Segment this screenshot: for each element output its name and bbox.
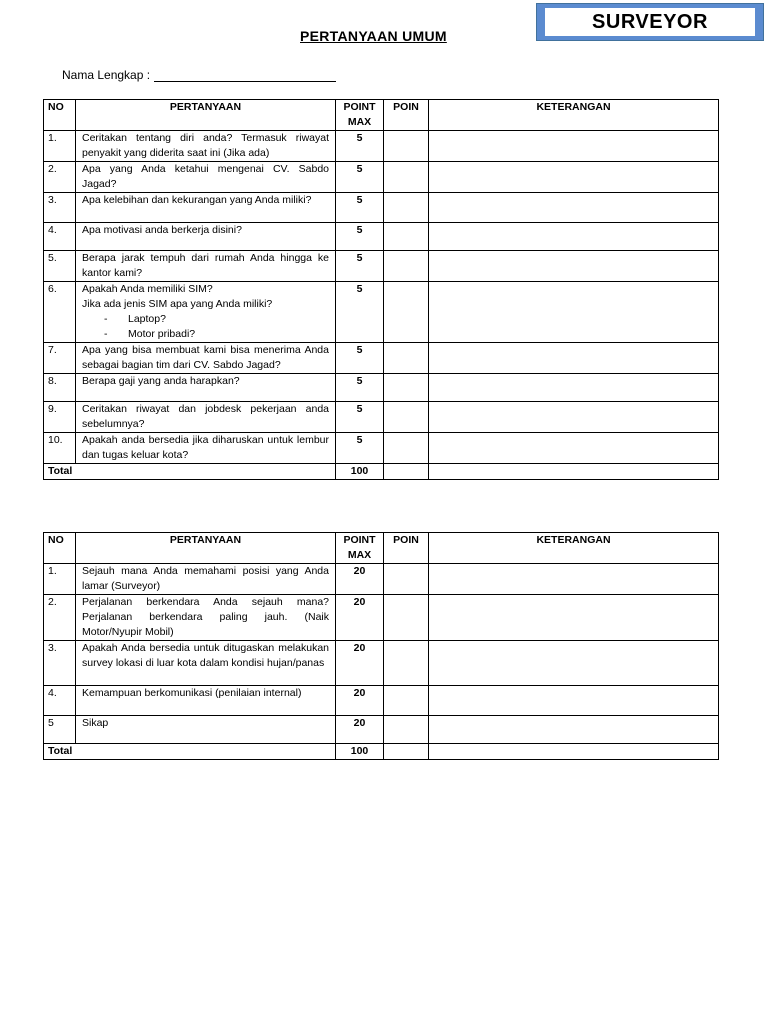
question-text: Perjalanan berkendara Anda sejauh mana? Perjalanan berkendara paling jauh. (Naik Motor/Nyupir Mobil) xyxy=(76,595,336,641)
name-blank-line[interactable] xyxy=(154,67,336,82)
sub-option: - Laptop? xyxy=(104,313,166,325)
total-value: 100 xyxy=(336,464,384,480)
point-max: 5 xyxy=(336,162,384,193)
notes-cell[interactable] xyxy=(429,433,719,464)
header-poin: POIN xyxy=(384,533,429,564)
notes-cell[interactable] xyxy=(429,716,719,744)
question-text: Apakah anda bersedia jika diharuskan untuk lembur dan tugas keluar kota? xyxy=(76,433,336,464)
table-row xyxy=(44,641,719,686)
notes-cell[interactable] xyxy=(429,343,719,374)
table-row xyxy=(44,374,719,402)
point-max: 20 xyxy=(336,595,384,641)
question-text: Ceritakan riwayat dan jobdesk pekerjaan anda sebelumnya? xyxy=(76,402,336,433)
question-text: Sikap xyxy=(76,716,336,744)
notes-cell[interactable] xyxy=(429,193,719,223)
poin-cell[interactable] xyxy=(384,131,429,162)
table-row xyxy=(44,402,719,433)
poin-cell[interactable] xyxy=(384,343,429,374)
poin-cell[interactable] xyxy=(384,716,429,744)
total-notes-cell[interactable] xyxy=(429,744,719,760)
point-max: 20 xyxy=(336,716,384,744)
row-number: 1. xyxy=(44,564,76,595)
question-text: Apa yang Anda ketahui mengenai CV. Sabdo Jagad? xyxy=(76,162,336,193)
question-text: Kemampuan berkomunikasi (penilaian internal) xyxy=(76,686,336,716)
point-max: 5 xyxy=(336,282,384,343)
row-number: 4. xyxy=(44,223,76,251)
table-row xyxy=(44,564,719,595)
poin-cell[interactable] xyxy=(384,251,429,282)
row-number: 2. xyxy=(44,595,76,641)
poin-cell[interactable] xyxy=(384,686,429,716)
header-question: PERTANYAAN xyxy=(76,100,336,131)
table-row xyxy=(44,251,719,282)
notes-cell[interactable] xyxy=(429,131,719,162)
notes-cell[interactable] xyxy=(429,223,719,251)
table-row xyxy=(44,193,719,223)
point-max: 5 xyxy=(336,131,384,162)
surveyor-questions-table xyxy=(43,532,719,760)
total-row xyxy=(44,464,719,480)
row-number: 2. xyxy=(44,162,76,193)
notes-cell[interactable] xyxy=(429,641,719,686)
row-number: 7. xyxy=(44,343,76,374)
poin-cell[interactable] xyxy=(384,193,429,223)
header-point-max: POINT MAX xyxy=(336,100,384,131)
poin-cell[interactable] xyxy=(384,162,429,193)
question-text: Berapa gaji yang anda harapkan? xyxy=(76,374,336,402)
table-row xyxy=(44,162,719,193)
row-number: 10. xyxy=(44,433,76,464)
table-row xyxy=(44,716,719,744)
total-poin-cell[interactable] xyxy=(384,464,429,480)
row-number: 3. xyxy=(44,641,76,686)
table-row xyxy=(44,223,719,251)
point-max: 5 xyxy=(336,374,384,402)
question-text: Apa yang bisa membuat kami bisa menerima Anda sebagai bagian tim dari CV. Sabdo Jagad? xyxy=(76,343,336,374)
notes-cell[interactable] xyxy=(429,402,719,433)
general-questions-table xyxy=(43,99,719,480)
row-number: 5. xyxy=(44,251,76,282)
table-header-row xyxy=(44,533,719,564)
header-no: NO xyxy=(44,100,76,131)
header-notes: KETERANGAN xyxy=(429,100,719,131)
notes-cell[interactable] xyxy=(429,686,719,716)
question-text xyxy=(76,282,336,343)
total-poin-cell[interactable] xyxy=(384,744,429,760)
table-row xyxy=(44,343,719,374)
notes-cell[interactable] xyxy=(429,282,719,343)
total-label: Total xyxy=(44,464,336,480)
header-question: PERTANYAAN xyxy=(76,533,336,564)
point-max: 5 xyxy=(336,343,384,374)
row-number: 8. xyxy=(44,374,76,402)
table-row xyxy=(44,686,719,716)
total-row xyxy=(44,744,719,760)
question-text: Ceritakan tentang diri anda? Termasuk riwayat penyakit yang diderita saat ini (Jika ada) xyxy=(76,131,336,162)
poin-cell[interactable] xyxy=(384,433,429,464)
sub-option-label: Motor pribadi? xyxy=(128,328,196,340)
table-row xyxy=(44,131,719,162)
row-number: 6. xyxy=(44,282,76,343)
notes-cell[interactable] xyxy=(429,251,719,282)
poin-cell[interactable] xyxy=(384,282,429,343)
poin-cell[interactable] xyxy=(384,402,429,433)
page-title: PERTANYAAN UMUM xyxy=(300,28,447,44)
total-label: Total xyxy=(44,744,336,760)
question-text: Sejauh mana Anda memahami posisi yang Anda lamar (Surveyor) xyxy=(76,564,336,595)
notes-cell[interactable] xyxy=(429,595,719,641)
poin-cell[interactable] xyxy=(384,374,429,402)
row-number: 5 xyxy=(44,716,76,744)
row-number: 4. xyxy=(44,686,76,716)
question-text: Apakah Anda bersedia untuk ditugaskan melakukan survey lokasi di luar kota dalam kondisi hujan/panas xyxy=(76,641,336,686)
header-no: NO xyxy=(44,533,76,564)
question-line: Apakah Anda memiliki SIM? xyxy=(82,283,213,295)
poin-cell[interactable] xyxy=(384,641,429,686)
question-text: Apa kelebihan dan kekurangan yang Anda miliki? xyxy=(76,193,336,223)
point-max: 20 xyxy=(336,564,384,595)
badge-label: SURVEYOR xyxy=(545,8,755,36)
notes-cell[interactable] xyxy=(429,564,719,595)
surveyor-badge xyxy=(536,3,764,41)
table-row xyxy=(44,282,719,343)
point-max: 5 xyxy=(336,251,384,282)
header-poin: POIN xyxy=(384,100,429,131)
row-number: 1. xyxy=(44,131,76,162)
table-row xyxy=(44,595,719,641)
sub-option: - Motor pribadi? xyxy=(104,328,196,340)
name-label: Nama Lengkap : xyxy=(62,68,151,82)
poin-cell[interactable] xyxy=(384,223,429,251)
name-field-row xyxy=(62,67,336,82)
sub-option-label: Laptop? xyxy=(128,313,166,325)
point-max: 20 xyxy=(336,686,384,716)
question-line: Jika ada jenis SIM apa yang Anda miliki? xyxy=(82,298,273,310)
table-header-row xyxy=(44,100,719,131)
poin-cell[interactable] xyxy=(384,595,429,641)
point-max: 5 xyxy=(336,433,384,464)
header-notes: KETERANGAN xyxy=(429,533,719,564)
total-value: 100 xyxy=(336,744,384,760)
notes-cell[interactable] xyxy=(429,162,719,193)
table-row xyxy=(44,433,719,464)
point-max: 5 xyxy=(336,193,384,223)
point-max: 5 xyxy=(336,223,384,251)
header-point-max: POINT MAX xyxy=(336,533,384,564)
point-max: 5 xyxy=(336,402,384,433)
poin-cell[interactable] xyxy=(384,564,429,595)
question-text: Berapa jarak tempuh dari rumah Anda hingga ke kantor kami? xyxy=(76,251,336,282)
notes-cell[interactable] xyxy=(429,374,719,402)
total-notes-cell[interactable] xyxy=(429,464,719,480)
point-max: 20 xyxy=(336,641,384,686)
row-number: 9. xyxy=(44,402,76,433)
row-number: 3. xyxy=(44,193,76,223)
question-text: Apa motivasi anda berkerja disini? xyxy=(76,223,336,251)
